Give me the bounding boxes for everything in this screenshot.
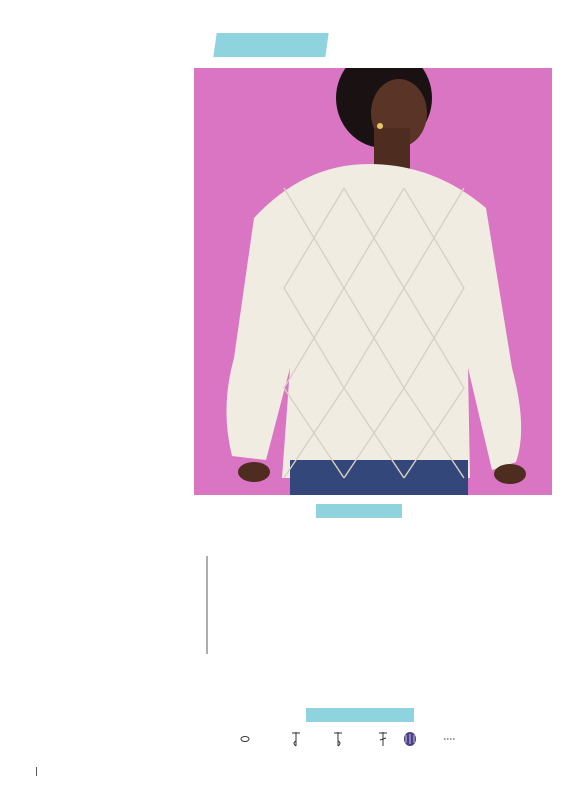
stitch-diagram-title bbox=[316, 504, 402, 518]
header-banner bbox=[213, 33, 328, 57]
stitch-diagram bbox=[196, 524, 552, 706]
chain-oval-icon bbox=[241, 737, 249, 742]
treble-symbol-icon bbox=[379, 732, 387, 746]
footer-divider bbox=[36, 767, 37, 776]
bobble-symbol-icon bbox=[404, 732, 416, 746]
page-footer bbox=[32, 767, 41, 777]
rtrb-symbol-icon bbox=[334, 732, 342, 746]
rtrf-symbol-icon bbox=[292, 732, 300, 746]
stitch-key bbox=[230, 730, 550, 748]
model-wearing-cardigan-illustration bbox=[194, 68, 552, 495]
stitch-key-title bbox=[306, 708, 414, 722]
sweater-photo bbox=[194, 68, 552, 495]
